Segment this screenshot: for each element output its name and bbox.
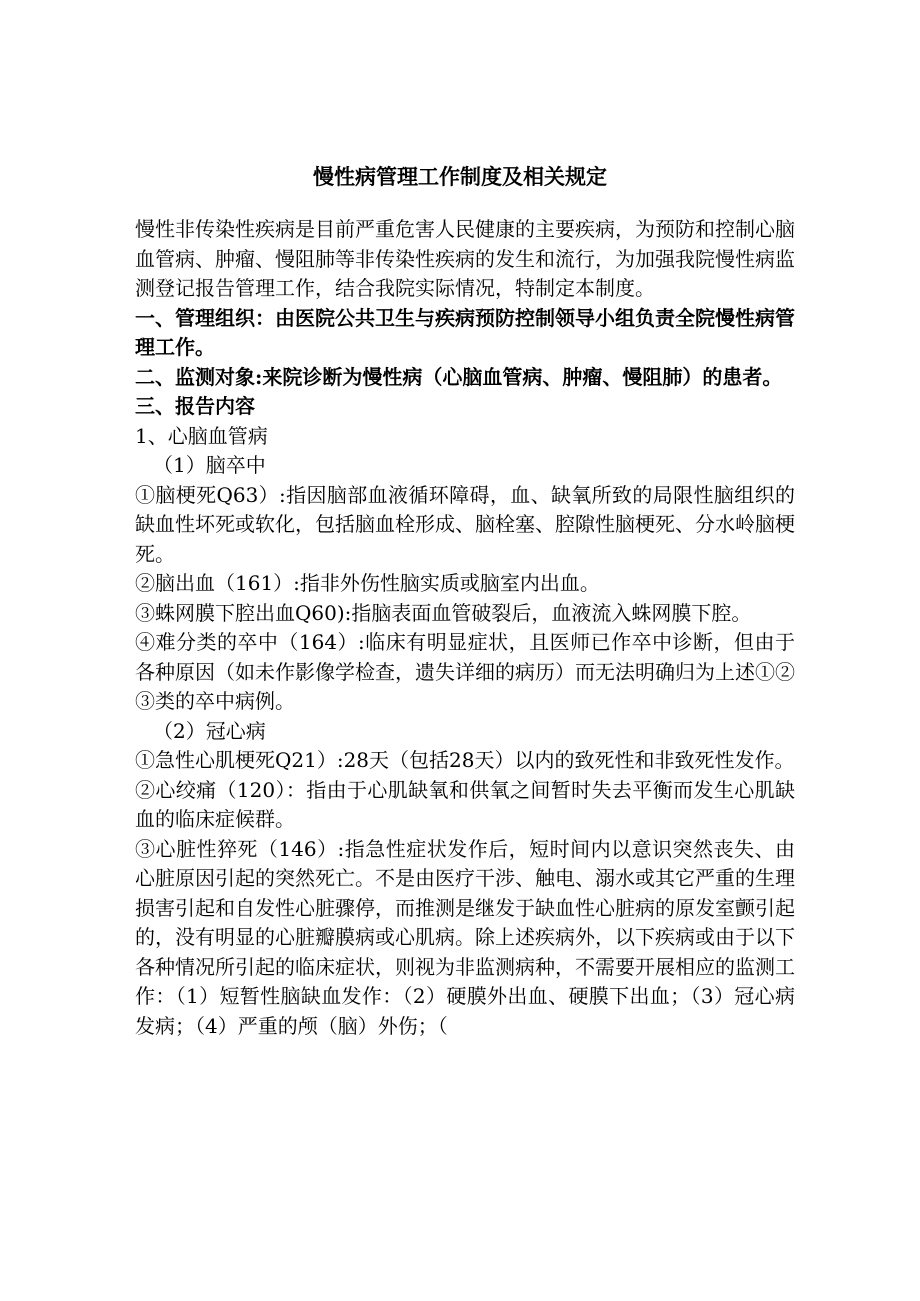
subheading-coronary: （2）冠心病 <box>153 718 266 743</box>
stroke-subarachnoid-hemorrhage: ③蛛网膜下腔出血Q60):指脑表面血管破裂后，血液流入蛛网膜下腔。 <box>135 600 752 625</box>
stroke-cerebral-hemorrhage: ②脑出血（161）:指非外伤性脑实质或脑室内出血。 <box>135 571 600 595</box>
subheading-stroke: （1）脑卒中 <box>153 453 266 477</box>
section-management-organization: 一、管理组织：由医院公共卫生与疾病预防控制领导小组负责全院慢性病管理工作。 <box>135 305 795 359</box>
document-title: 慢性病管理工作制度及相关规定 <box>313 164 607 189</box>
stroke-cerebral-infarction: ①脑梗死Q63）:指因脑部血液循环障碍，血、缺氧所致的局限性脑组织的缺血性坏死或软化，包括脑血栓形成、脑栓塞、腔隙性脑梗死、分水岭脑梗死。 <box>135 482 795 566</box>
section-report-content: 三、报告内容 <box>135 394 255 418</box>
chd-angina: ②心绞痛（120）：指由于心肌缺氧和供氧之间暂时失去平衡而发生心肌缺血的临床症候群。 <box>135 777 795 831</box>
chd-myocardial-infarction: ①急性心肌梗死Q21）:28天（包括28天）以内的致死性和非致死性发作。 <box>135 748 795 772</box>
intro-paragraph: 慢性非传染性疾病是目前严重危害人民健康的主要疾病，为预防和控制心脑血管病、肿瘤、慢阻肺等非传染性疾病的发生和流行，为加强我院慢性病监测登记报告管理工作，结合我院实际情况，特制定本制度。 <box>135 217 795 300</box>
chd-sudden-cardiac-death: ③心脏性猝死（146）:指急性症状发作后，短时间内以意识突然丧失、由心脏原因引起的突然死亡。不是由医疗干涉、触电、溺水或其它严重的生理损害引起和自发性心脏骤停，而推测是继发于缺血性心脏病的原发室颤引起的，没有明显的心脏瓣膜病或心肌病。除上述疾病外，以下疾病或由于以下各种情况所引起的临床症状，则视为非监测病种，不需要开展相应的监测工作：（1）短暂性脑缺血发作：（2）硬膜外出血、硬膜下出血；（3）冠心病发病；（4）严重的颅（脑）外伤；（ <box>135 836 795 1038</box>
document-body <box>135 215 795 1041</box>
section-monitoring-targets: 二、监测对象:来院诊断为慢性病（心脑血管病、肿瘤、慢阻肺）的患者。 <box>135 364 783 389</box>
stroke-unclassified: ④难分类的卒中（164）:临床有明显症状，且医师已作卒中诊断，但由于各种原因（如未作影像学检查，遗失详细的病历）而无法明确归为上述①②③类的卒中病例。 <box>135 630 795 713</box>
item-cardiovascular: 1、心脑血管病 <box>135 423 268 448</box>
